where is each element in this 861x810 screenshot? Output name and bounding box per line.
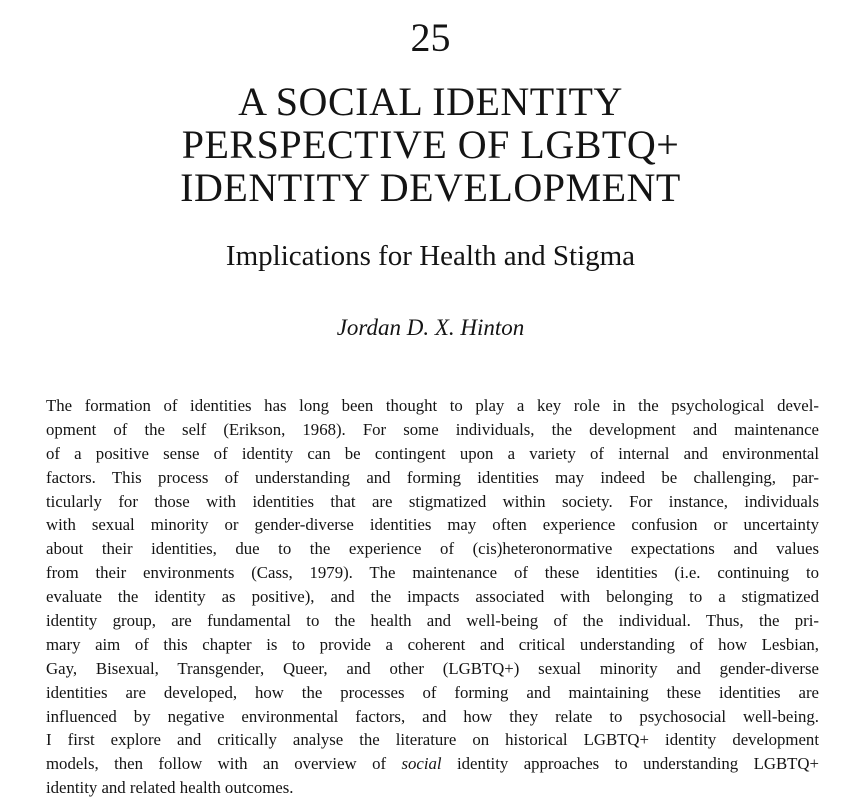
body-text-run: identity approaches to understanding LGBTQ+ bbox=[441, 754, 819, 774]
chapter-title-line: IDENTITY DEVELOPMENT bbox=[180, 165, 681, 210]
body-line: ticularly for those with identities that are stigmatized within society. For instance, individuals bbox=[46, 491, 819, 511]
body-line: with sexual minority or gender-diverse identities may often experience confusion or uncertainty bbox=[46, 515, 819, 535]
body-line: from their environments (Cass, 1979). The maintenance of these identities (i.e. continuing to bbox=[46, 563, 819, 583]
body-line: about their identities, due to the experience of (cis)heteronormative expectations and values bbox=[46, 539, 819, 559]
body-line: evaluate the identity as positive), and the impacts associated with belonging to a stigmatized bbox=[46, 587, 819, 607]
body-text-run: models, then follow with an overview of bbox=[46, 754, 402, 774]
body-line: factors. This process of understanding and forming identities may indeed be challenging, par- bbox=[46, 467, 819, 487]
chapter-number: 25 bbox=[410, 15, 451, 60]
chapter-title-line: A SOCIAL IDENTITY bbox=[238, 79, 623, 124]
body-paragraph bbox=[46, 394, 819, 800]
chapter-title-line: PERSPECTIVE OF LGBTQ+ bbox=[181, 122, 680, 167]
author-name: Jordan D. X. Hinton bbox=[336, 315, 525, 340]
body-line: I first explore and critically analyse the literature on historical LGBTQ+ identity development bbox=[46, 730, 819, 750]
body-line: influenced by negative environmental factors, and how they relate to psychosocial well-being. bbox=[46, 706, 819, 726]
body-line bbox=[46, 752, 819, 776]
chapter-subtitle: Implications for Health and Stigma bbox=[225, 240, 636, 272]
body-line: opment of the self (Erikson, 1968). For some individuals, the development and maintenance bbox=[46, 419, 819, 439]
body-line: Gay, Bisexual, Transgender, Queer, and other (LGBTQ+) sexual minority and gender-diverse bbox=[46, 658, 819, 678]
emphasized-word: social bbox=[401, 754, 442, 774]
body-line: identity and related health outcomes. bbox=[46, 778, 294, 798]
body-line: mary aim of this chapter is to provide a coherent and critical understanding of how Lesbian, bbox=[46, 634, 819, 654]
body-line: The formation of identities has long been thought to play a key role in the psychological devel- bbox=[46, 396, 819, 415]
body-line: identities are developed, how the processes of forming and maintaining these identities are bbox=[46, 682, 819, 702]
chapter-title bbox=[0, 80, 861, 209]
body-line: identity group, are fundamental to the health and well-being of the individual. Thus, the pri- bbox=[46, 611, 819, 631]
body-line: of a positive sense of identity can be contingent upon a variety of internal and environmental bbox=[46, 443, 819, 463]
